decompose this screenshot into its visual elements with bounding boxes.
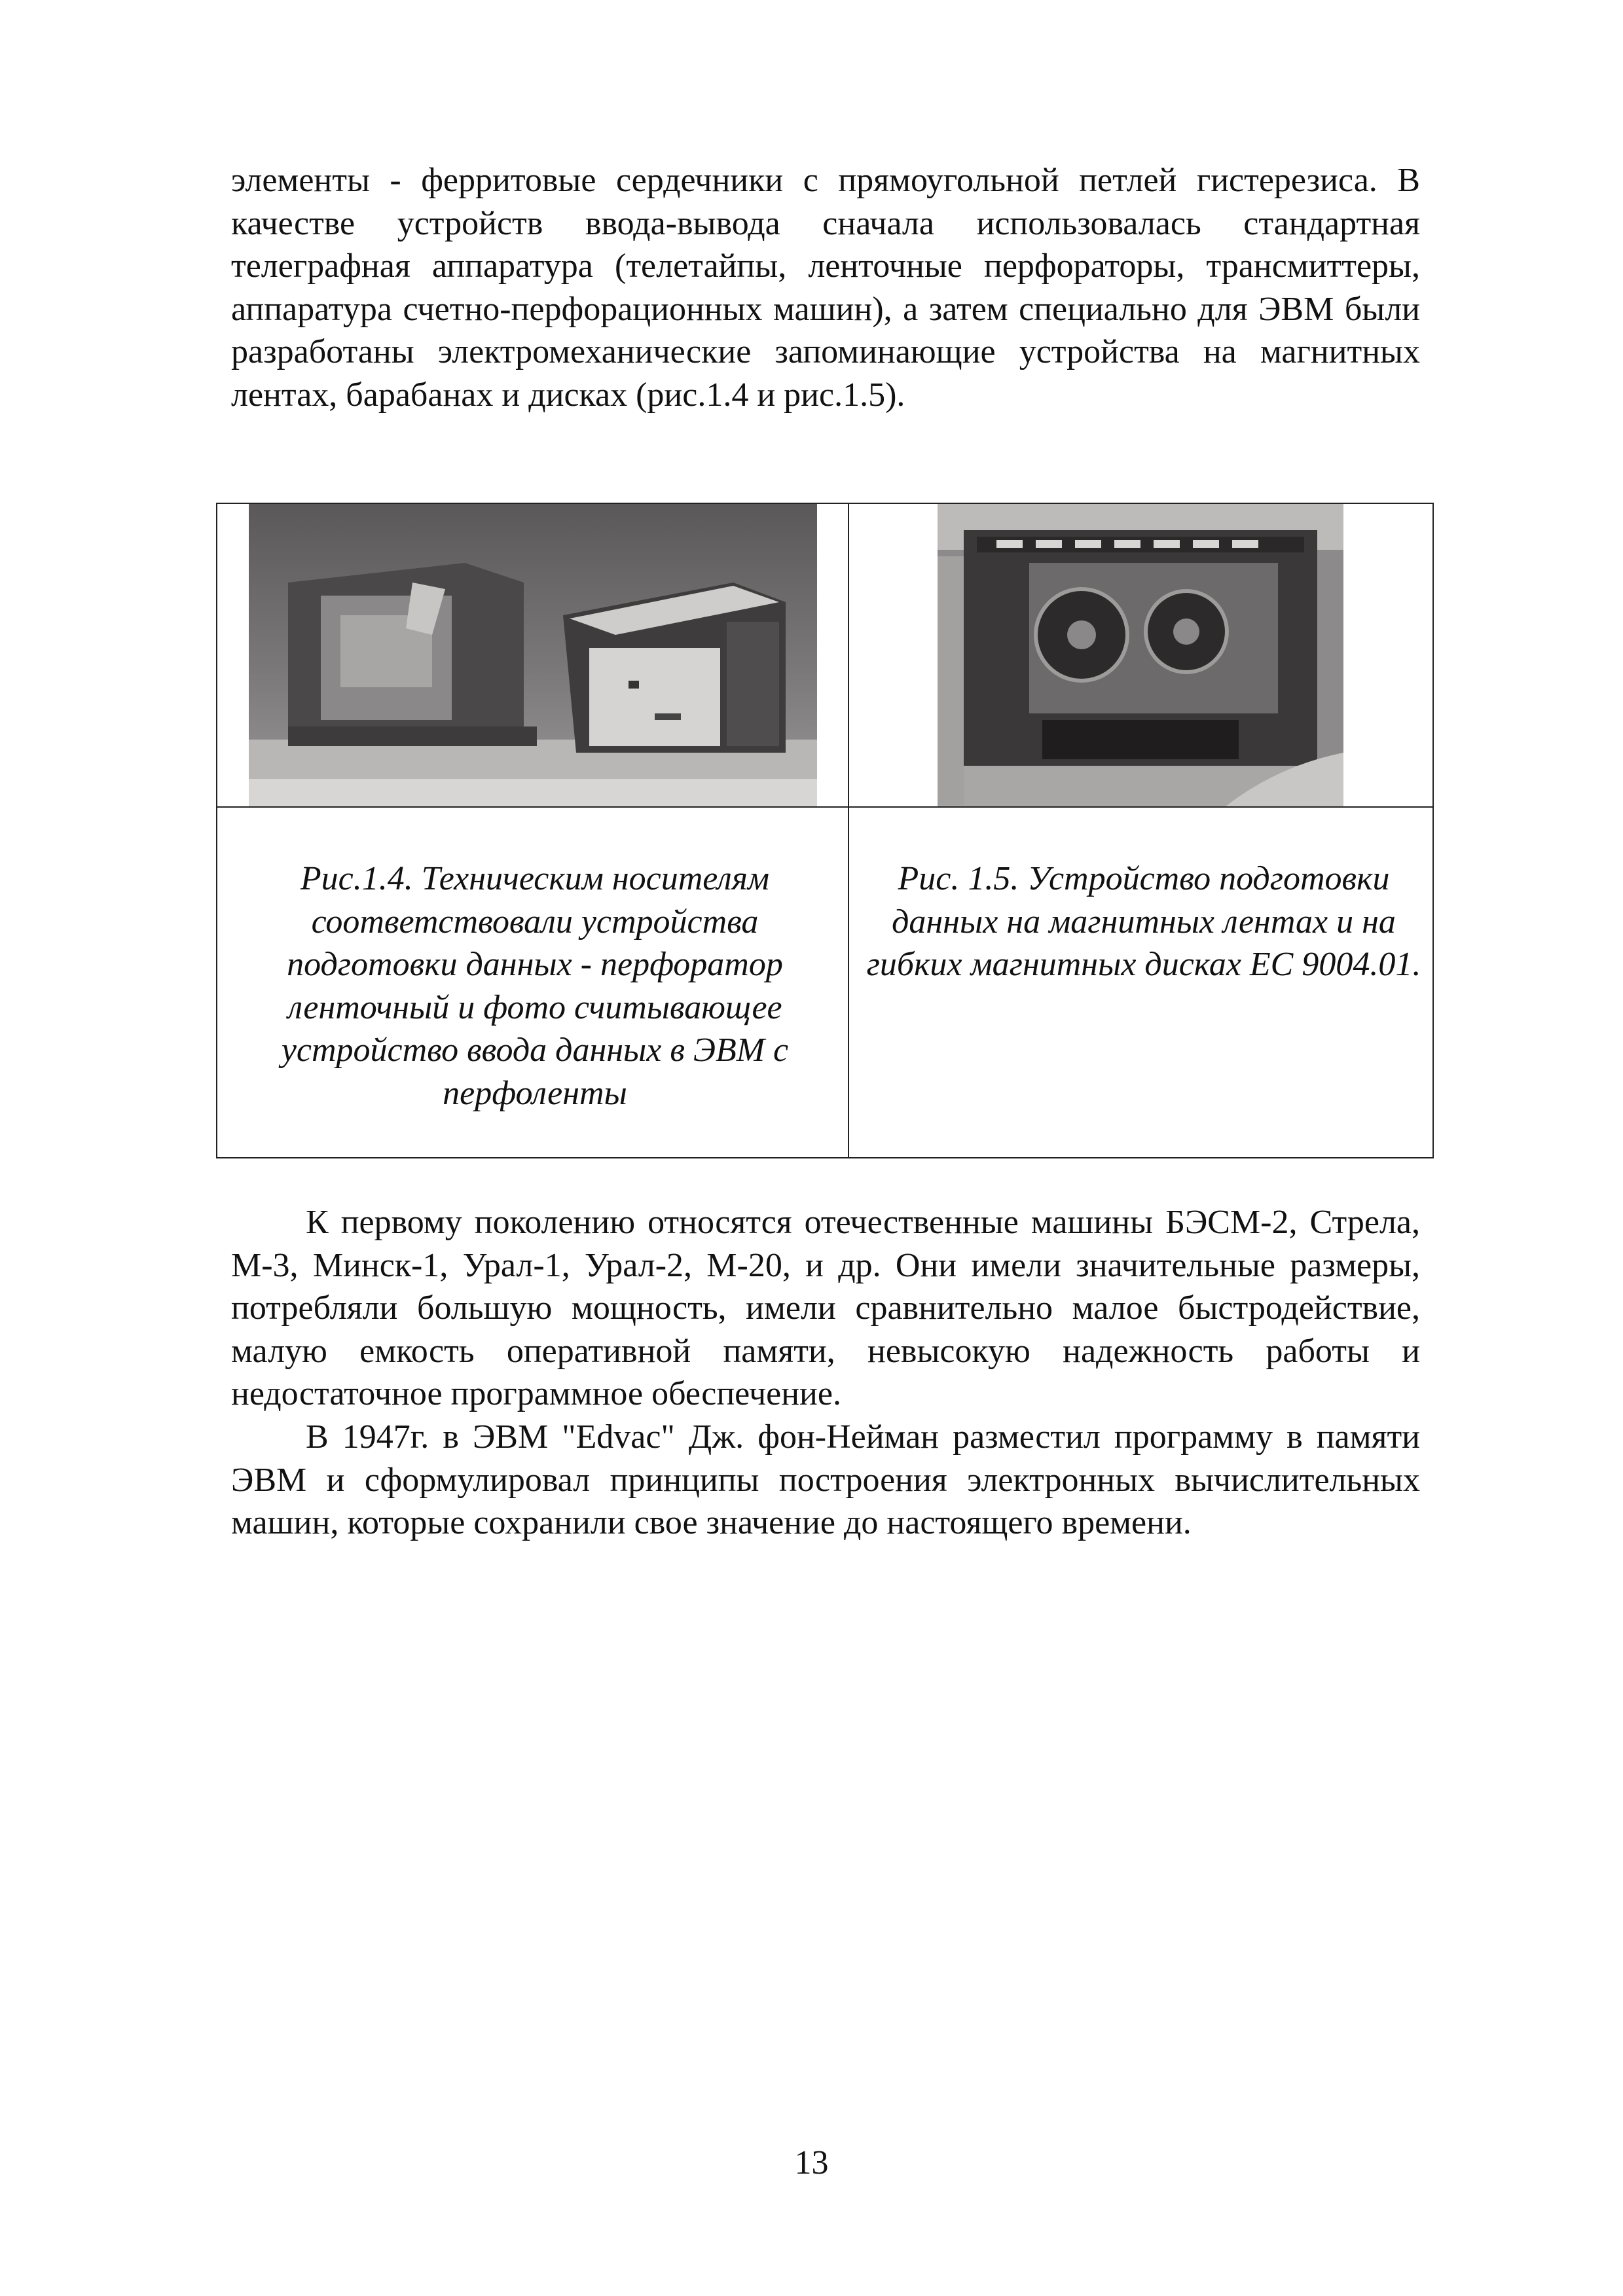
tape-perforator-photo-icon <box>249 504 817 806</box>
figure-1-5-caption: Рис. 1.5. Устройство подготовки данных на магнитных лентах и на гибких магнитных дисках ЕС 9004.01. <box>866 860 1421 984</box>
figure-table <box>216 503 1434 1158</box>
magnetic-tape-device-photo-icon <box>938 504 1343 806</box>
body-section <box>231 1201 1420 1545</box>
table-column-divider <box>848 504 849 1157</box>
body-paragraph-2: В 1947г. в ЭВМ "Edvac" Дж. фон-Нейман разместил программу в памяти ЭВМ и сформулировал принципы построения электронных вычислительных машин, которые сохранили свое значение до настоящего времени. <box>231 1418 1420 1542</box>
figure-1-4-caption: Рис.1.4. Техническим носителям соответствовали устройства подготовки данных - перфоратор ленточный и фото считывающее устройство ввода данных в ЭВМ с перфоленты <box>281 860 789 1112</box>
page-number: 13 <box>794 2144 829 2181</box>
intro-section <box>231 159 1420 417</box>
figure-1-5-photo <box>938 504 1343 806</box>
body-paragraph-1: К первому поколению относятся отечественные машины БЭСМ-2, Стрела, М-3, Минск-1, Урал-1, Урал-2, М-20, и др. Они имели значительные размеры, потребляли большую мощность, имели сравнительно малое быстродействие, малую емкость оперативной памяти, невысокую надежность работы и недостаточное программное обеспечение. <box>231 1204 1420 1413</box>
figure-1-4-photo <box>249 504 817 806</box>
table-row-divider <box>217 806 1432 808</box>
intro-paragraph: элементы - ферритовые сердечники с прямоугольной петлей гистерезиса. В качестве устройств ввода-вывода сначала использовалась стандартная телеграфная аппаратура (телетайпы, ленточные перфораторы, трансмиттеры, аппаратура счетно-перфорационных машин), а затем специально для ЭВМ были разработаны электромеханические запоминающие устройства на магнитных лентах, барабанах и дисках (рис.1.4 и рис.1.5). <box>231 162 1420 414</box>
